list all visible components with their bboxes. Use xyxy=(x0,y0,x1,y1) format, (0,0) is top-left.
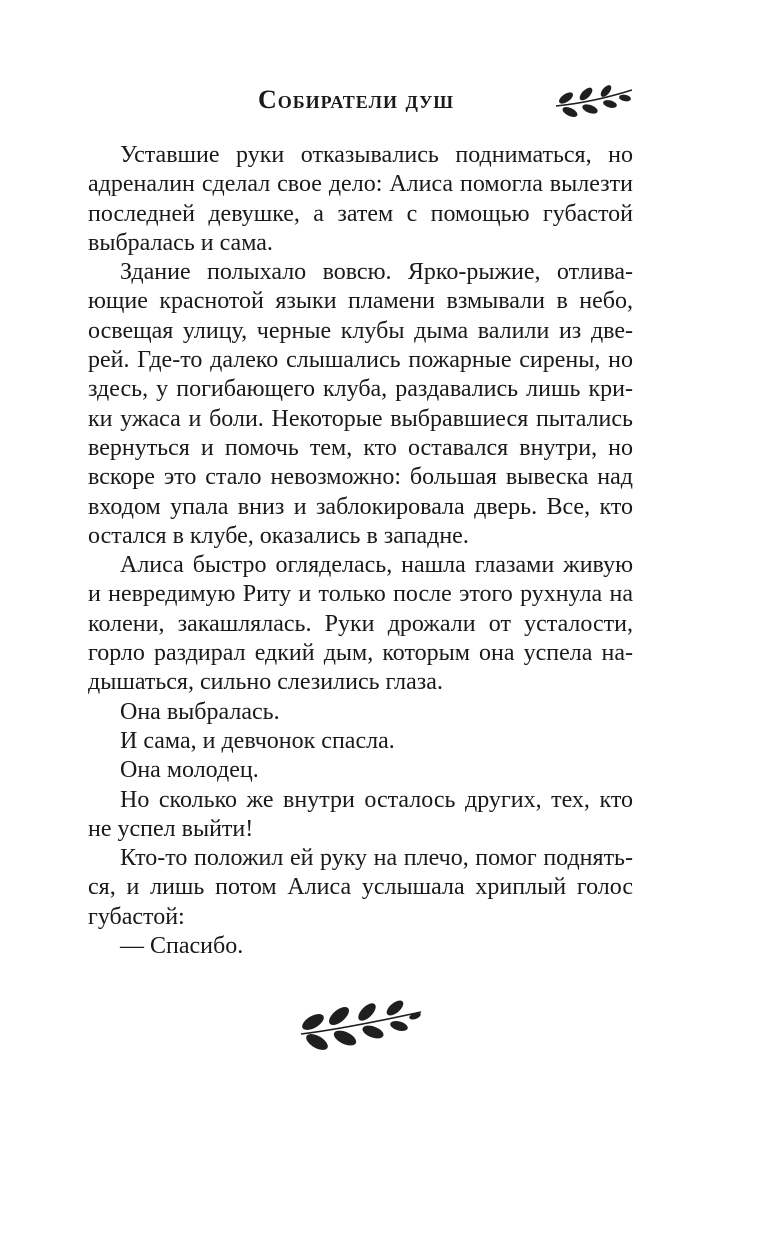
running-title: Собиратели душ xyxy=(258,85,455,114)
paragraph: И сама, и девчонок спасла. xyxy=(120,727,395,754)
paragraph: Но сколько же внутри осталось других, тех, кто не успел выйти! xyxy=(88,786,633,842)
paragraph: — Спасибо. xyxy=(120,933,244,960)
body-text xyxy=(88,141,633,961)
paragraph: Алиса быстро огляделась, нашла глазами живую и невредимую Риту и только после этого рухнула на колени, закашлялась. Руки дрожали от усталости, горло раздирал едкий дым, которым она успела надышаться, сильно слезились глаза. xyxy=(88,552,633,696)
paragraph: Здание полыхало вовсю. Ярко-рыжие, отливающие краснотой языки пламени взмывали в небо, освещая улицу, черные клубы дыма валили из дверей. Где-то далеко слышались пожарные сирены, но здесь, у погибающего клуба, раздавались лишь крики ужаса и боли. Некоторые выбравшиеся пытались вернуться и помочь тем, кто оставался внутри, но вскоре это стало невозможно: большая вывеска над входом упала вниз и заблокировала дверь. Все, кто остался в клубе, оказались в западне. xyxy=(88,259,633,549)
paragraph: Она выбралась. xyxy=(120,698,280,725)
running-head xyxy=(0,84,768,124)
paragraph: Уставшие руки отказывались подниматься, но адреналин сделал свое дело: Алиса помогла вылезти последней девушке, а затем с помощью губастой выбралась и сама. xyxy=(88,142,633,256)
paragraph: Кто-то положил ей руку на плечо, помог подняться, и лишь потом Алиса услышала хриплый голос губастой: xyxy=(88,845,633,930)
leaf-branch-icon xyxy=(552,84,636,118)
paragraph: Она молодец. xyxy=(120,757,259,784)
leaf-branch-icon xyxy=(295,1000,425,1052)
